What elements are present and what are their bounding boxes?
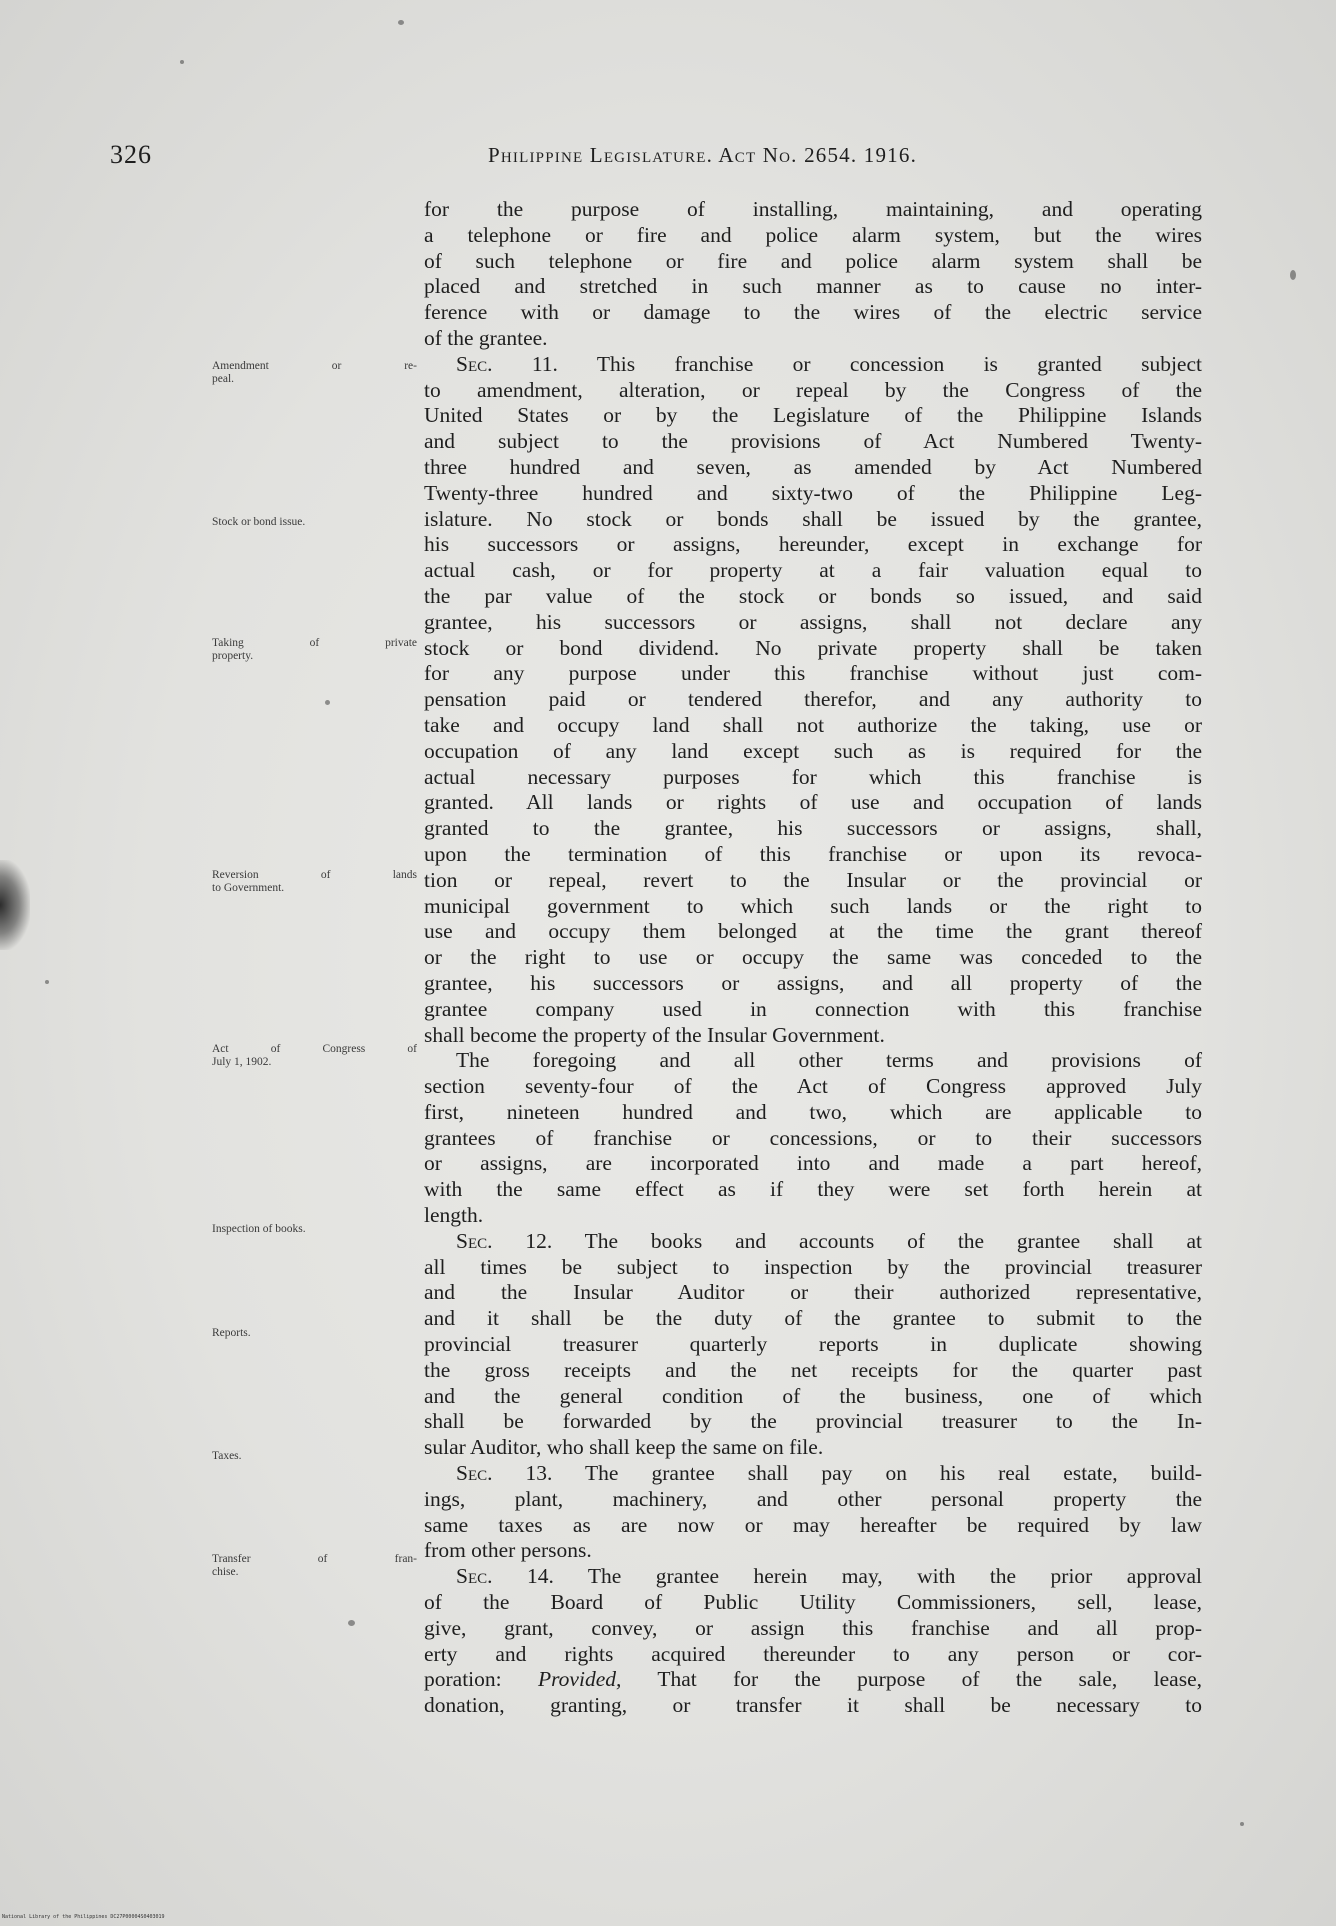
margin-note-taxes [212,1450,417,1463]
text-line: use and occupy them belonged at the time the grant thereof [424,919,1202,944]
text-line: grantees of franchise or concessions, or to their successors [424,1125,1202,1150]
text-line: provincial treasurer quarterly reports in duplicate showing [424,1332,1202,1357]
dust-speck [45,980,49,984]
dust-speck [398,20,404,25]
text-line: and the Insular Auditor or their authorized representative, [424,1280,1202,1305]
text-line: a telephone or fire and police alarm system, but the wires [424,222,1202,247]
text-run: This franchise or concession is granted subject [596,351,1202,376]
text-line: granted. All lands or rights of use and occupation of lands [424,790,1202,815]
margin-note-line: Reports. [212,1327,251,1339]
margin-note-reports [212,1327,417,1340]
text-line: length. [424,1203,484,1228]
text-line: grantee, his successors or assigns, shall not declare any [424,609,1202,634]
margin-note-line: peal. [212,372,235,385]
text-line: upon the termination of this franchise or upon its revoca- [424,841,1202,866]
library-stamp: National Library of the Philippines DC27P00004S0403019 [2,1914,165,1920]
margin-note-transfer [212,1553,417,1578]
text-line: occupation of any land except such as is required for the [424,738,1202,763]
text-line: islature. No stock or bonds shall be issued by the grantee, [424,506,1202,531]
text-line: granted to the grantee, his successors or assigns, shall, [424,816,1202,841]
text-line: ference with or damage to the wires of the electric service [424,300,1202,325]
text-run: That for the purpose of the sale, lease, [657,1667,1202,1692]
text-line: for any purpose under this franchise without just com- [424,661,1202,686]
text-line: sular Auditor, who shall keep the same on file. [424,1435,824,1460]
text-line: all times be subject to inspection by the provincial treasurer [424,1254,1202,1279]
text-line: the gross receipts and the net receipts for the quarter past [424,1357,1202,1382]
margin-note-line: Reversion of lands [212,869,417,881]
dust-speck [1290,270,1296,280]
text-line: of the grantee. [424,325,548,350]
margin-note-taking [212,637,417,662]
text-line: stock or bond dividend. No private property shall be taken [424,635,1202,660]
text-line: three hundred and seven, as amended by Act Numbered [424,454,1202,479]
dust-speck [325,700,330,705]
text-line: The foregoing and all other terms and provisions of [456,1048,1202,1073]
text-line: first, nineteen hundred and two, which are applicable to [424,1099,1202,1124]
text-line: grantee, his successors or assigns, and all property of the [424,970,1202,995]
text-line: take and occupy land shall not authorize the taking, use or [424,712,1202,737]
text-line: with the same effect as if they were set forth herein at [424,1177,1202,1202]
section-number: Sec. 11. [456,351,558,376]
text-run: The grantee shall pay on his real estate, build- [585,1461,1203,1486]
section-11-first-line [424,352,1202,378]
text-line: of such telephone or fire and police alarm system shall be [424,248,1202,273]
text-line: pensation paid or tendered therefor, and any authority to [424,687,1202,712]
text-line: or the right to use or occupy the same was conceded to the [424,945,1202,970]
margin-note-line: Taking of private [212,637,417,649]
section-12-first-line [424,1229,1202,1255]
text-line: municipal government to which such lands or the right to [424,893,1202,918]
section-number: Sec. 14. [456,1564,554,1589]
text-line: shall be forwarded by the provincial treasurer to the In- [424,1409,1202,1434]
dust-speck [1240,1822,1244,1826]
section-number: Sec. 12. [456,1228,553,1253]
margin-note-line: chise. [212,1565,239,1578]
margin-note-line: Transfer of fran- [212,1553,417,1565]
text-line: his successors or assigns, hereunder, except in exchange for [424,532,1202,557]
text-run: The grantee herein may, with the prior approval [587,1564,1203,1589]
margin-note-act-of-congress [212,1043,417,1068]
text-line: erty and rights acquired thereunder to any person or cor- [424,1641,1202,1666]
text-line: placed and stretched in such manner as to cause no inter- [424,274,1202,299]
page-edge-shadow [0,860,30,950]
dust-speck [180,60,184,64]
section-13-first-line [424,1461,1202,1487]
text-line: from other persons. [424,1538,592,1563]
margin-note-reversion [212,869,417,894]
text-line: and subject to the provisions of Act Numbered Twenty- [424,429,1202,454]
text-line: actual cash, or for property at a fair valuation equal to [424,558,1202,583]
page-number: 326 [110,140,152,169]
text-line: section seventy-four of the Act of Congress approved July [424,1074,1202,1099]
text-line: grantee company used in connection with this franchise [424,996,1202,1021]
section-number: Sec. 13. [456,1461,553,1486]
text-line: and the general condition of the business, one of which [424,1383,1202,1408]
running-head: Philippine Legislature. Act No. 2654. 1916. [488,143,918,167]
provided-line [424,1667,1202,1693]
margin-note-line: July 1, 1902. [212,1055,272,1068]
text-line: Twenty-three hundred and sixty-two of the Philippine Leg- [424,480,1202,505]
margin-note-stock [212,516,417,529]
provided-italic: Provided, [537,1667,622,1692]
text-run: The books and accounts of the grantee shall at [584,1228,1202,1253]
text-line: same taxes as are now or may hereafter be required by law [424,1512,1202,1537]
margin-note-line: to Government. [212,881,285,894]
text-line: give, grant, convey, or assign this franchise and all prop- [424,1615,1202,1640]
margin-note-inspection [212,1223,417,1236]
text-line: shall become the property of the Insular Government. [424,1022,885,1047]
text-line: of the Board of Public Utility Commissioners, sell, lease, [424,1590,1202,1615]
text-line: to amendment, alteration, or repeal by the Congress of the [424,377,1202,402]
margin-note-line: property. [212,649,254,662]
margin-note-line: Inspection of books. [212,1223,306,1235]
text-line: donation, granting, or transfer it shall be necessary to [424,1693,1202,1718]
margin-note-line: Amendment or re- [212,360,417,372]
dust-speck [348,1620,355,1626]
margin-note-line: Act of Congress of [212,1043,417,1055]
margin-note-amendment [212,360,417,385]
body-text [424,197,1202,1719]
margin-note-line: Taxes. [212,1450,242,1462]
margin-note-line: Stock or bond issue. [212,516,306,528]
text-line: and it shall be the duty of the grantee to submit to the [424,1306,1202,1331]
text-line: actual necessary purposes for which this franchise is [424,764,1202,789]
text-line: or assigns, are incorporated into and made a part hereof, [424,1151,1202,1176]
text-run: poration: [424,1667,538,1692]
text-line: ings, plant, machinery, and other personal property the [424,1486,1202,1511]
text-line: for the purpose of installing, maintaining, and operating [424,197,1202,221]
section-14-first-line [424,1564,1202,1590]
text-line: tion or repeal, revert to the Insular or the provincial or [424,867,1202,892]
text-line: United States or by the Legislature of the Philippine Islands [424,403,1202,428]
text-line: the par value of the stock or bonds so issued, and said [424,583,1202,608]
